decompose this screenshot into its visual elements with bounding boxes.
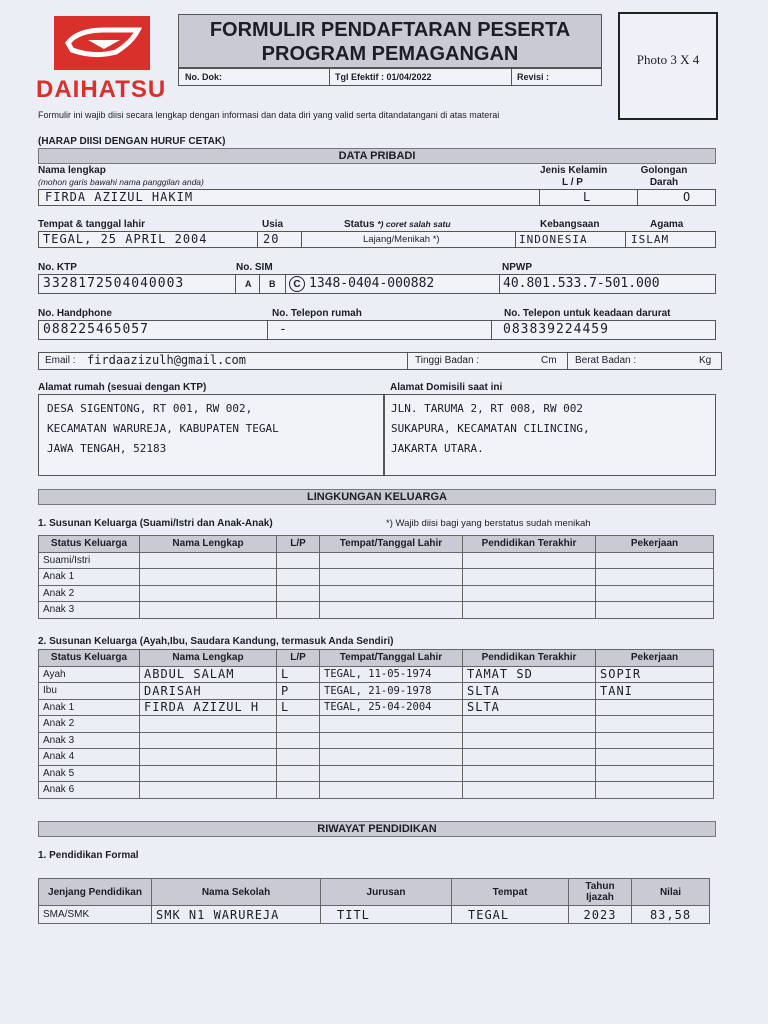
kebangsaan-label: Kebangsaan [540,219,600,230]
table-row[interactable] [39,765,714,782]
col-header: Pendidikan Terakhir [463,650,596,667]
form-title-line1: FORMULIR PENDAFTARAN PESERTA [209,19,571,41]
sim-c-circled: C [289,276,305,292]
table-row[interactable] [39,782,714,799]
table-cell[interactable] [140,765,277,782]
section-data-pribadi: DATA PRIBADI [38,148,716,164]
email-row[interactable] [38,352,722,370]
pendidikan-s1-title: 1. Pendidikan Formal [38,850,139,861]
domisili-line: JLN. TARUMA 2, RT 008, RW 002 [391,402,584,415]
table-cell[interactable] [140,552,277,569]
table-cell[interactable]: L [277,666,320,683]
table-cell[interactable] [320,782,463,799]
usia-label: Usia [262,219,284,230]
table-row[interactable] [39,906,710,924]
table-row[interactable] [39,666,714,683]
table-cell[interactable]: P [277,683,320,700]
daihatsu-logo [54,16,150,70]
phone-row[interactable] [38,320,716,340]
telp-rumah-value: - [279,322,288,337]
table-cell[interactable] [140,602,277,619]
col-header: Nama Lengkap [140,650,277,667]
status-cell: Anak 6 [39,782,140,799]
table-cell[interactable] [140,782,277,799]
table-cell[interactable] [463,732,596,749]
table-row[interactable] [39,569,714,586]
table-cell[interactable] [463,569,596,586]
table-cell[interactable]: DARISAH [140,683,277,700]
table-cell[interactable] [320,569,463,586]
nama-field[interactable] [38,189,716,206]
golongan-darah-value: O [683,190,692,204]
status-cell: Suami/Istri [39,552,140,569]
table-cell[interactable] [140,585,277,602]
table-cell[interactable]: SOPIR [596,666,714,683]
table-cell[interactable] [140,569,277,586]
table-row[interactable] [39,552,714,569]
table-cell[interactable]: TANI [596,683,714,700]
table-cell[interactable]: FIRDA AZIZUL H [140,699,277,716]
table-cell[interactable]: SMK N1 WARUREJA [152,906,321,924]
table-row[interactable] [39,732,714,749]
table-cell[interactable]: L [277,699,320,716]
table-cell[interactable] [463,716,596,733]
table-cell[interactable] [596,782,714,799]
alamat-label: Alamat rumah (sesuai dengan KTP) [38,382,207,393]
ttl-row[interactable] [38,231,716,248]
col-header: Tempat/Tanggal Lahir [320,536,463,553]
alamat-line: DESA SIGENTONG, RT 001, RW 002, [47,402,253,415]
status-cell: Anak 4 [39,749,140,766]
table-row[interactable] [39,585,714,602]
table-cell[interactable]: SLTA [463,699,596,716]
table-cell[interactable]: TEGAL, 21-09-1978 [320,683,463,700]
table-cell[interactable] [140,716,277,733]
table-cell[interactable] [596,732,714,749]
table-cell[interactable] [596,585,714,602]
berat-unit: Kg [699,355,712,366]
status-cell: Anak 2 [39,716,140,733]
status-cell: Ibu [39,683,140,700]
col-header: Status Keluarga [39,536,140,553]
table-row[interactable] [39,699,714,716]
agama-value: ISLAM [631,233,670,246]
status-note: *) coret salah satu [377,219,451,229]
nama-hint: (mohon garis bawahi nama panggilan anda) [38,177,204,187]
table-cell[interactable] [463,782,596,799]
berat-label: Berat Badan : [575,355,637,366]
table-cell[interactable] [596,716,714,733]
npwp-label: NPWP [502,262,532,273]
domisili-label: Alamat Domisili saat ini [390,382,503,393]
col-header: Tahun Ijazah [569,879,632,906]
alamat-line: JAWA TENGAH, 52183 [47,442,167,455]
col-header: L/P [277,650,320,667]
domisili-box[interactable] [384,394,716,476]
col-header: Jenjang Pendidikan [39,879,152,906]
telp-darurat-value: 083839224459 [503,322,609,337]
table-cell[interactable] [463,749,596,766]
email-value: firdaazizulh@gmail.com [87,353,246,367]
status-value: Lajang/Menikah *) [363,234,440,245]
form-title-line2: PROGRAM PEMAGANGAN [261,43,519,65]
table-cell[interactable]: TAMAT SD [463,666,596,683]
brand-name: DAIHATSU [36,76,167,103]
jenis-kelamin-value: L [583,190,592,204]
tinggi-unit: Cm [541,355,557,366]
agama-label: Agama [650,219,684,230]
keluarga-s1-title: 1. Susunan Keluarga (Suami/Istri dan Anak-Anak) [38,518,273,529]
keluarga-table-2 [38,649,714,799]
keluarga-s1-note: *) Wajib diisi bagi yang berstatus sudah menikah [386,518,591,529]
instruction: (HARAP DIISI DENGAN HURUF CETAK) [38,136,226,147]
section-riwayat-pendidikan: RIWAYAT PENDIDIKAN [38,821,716,837]
pendidikan-table [38,878,710,924]
email-label: Email : [45,355,76,366]
table-cell[interactable] [277,765,320,782]
ktp-row[interactable] [38,274,716,294]
table-cell[interactable]: TEGAL, 25-04-2004 [320,699,463,716]
table-cell[interactable] [277,782,320,799]
sim-label: No. SIM [236,262,273,273]
nama-value: FIRDA AZIZUL HAKIM [45,190,194,204]
table-cell[interactable] [277,569,320,586]
table-cell[interactable] [596,699,714,716]
status-cell: Anak 5 [39,765,140,782]
jenis-kelamin-options: L / P [562,177,583,188]
table-cell[interactable] [277,716,320,733]
table-cell[interactable] [277,749,320,766]
nama-label: Nama lengkap [38,165,106,176]
status-cell: Anak 1 [39,699,140,716]
table-cell[interactable]: 83,58 [632,906,710,924]
table-cell[interactable] [320,552,463,569]
table-row[interactable] [39,683,714,700]
status-label: Status *) coret salah satu [344,219,451,230]
col-header: Status Keluarga [39,650,140,667]
table-cell[interactable] [277,602,320,619]
telp-rumah-label: No. Telepon rumah [272,308,362,319]
status-cell: Anak 1 [39,569,140,586]
tinggi-label: Tinggi Badan : [415,355,480,366]
table-cell[interactable] [463,602,596,619]
table-cell[interactable] [320,749,463,766]
table-cell[interactable] [140,732,277,749]
daihatsu-emblem-icon [54,16,150,70]
table-cell[interactable] [463,585,596,602]
col-header: Jurusan [321,879,452,906]
table-cell[interactable] [277,585,320,602]
telp-darurat-label: No. Telepon untuk keadaan darurat [504,308,671,319]
status-cell: Anak 3 [39,602,140,619]
keluarga-s2-title: 2. Susunan Keluarga (Ayah,Ibu, Saudara Kandung, termasuk Anda Sendiri) [38,636,394,647]
sim-a: A [245,279,252,289]
ktp-value: 3328172504040003 [43,276,185,291]
alamat-box[interactable] [38,394,384,476]
jenjang-cell: SMA/SMK [39,906,152,924]
table-cell[interactable] [596,765,714,782]
table-cell[interactable]: ABDUL SALAM [140,666,277,683]
col-header: Pendidikan Terakhir [463,536,596,553]
photo-label: Photo 3 X 4 [636,52,700,67]
table-cell[interactable] [596,602,714,619]
title-box [178,14,602,68]
table-cell[interactable]: SLTA [463,683,596,700]
domisili-line: JAKARTA UTARA. [391,442,484,455]
col-header: L/P [277,536,320,553]
table-cell[interactable]: TEGAL [452,906,569,924]
col-header: Nama Sekolah [152,879,321,906]
npwp-value: 40.801.533.7-501.000 [503,276,660,291]
sim-value: 1348-0404-000882 [309,276,435,291]
table-cell[interactable] [277,552,320,569]
table-row[interactable] [39,716,714,733]
doc-meta-row [178,68,602,86]
table-cell[interactable] [596,552,714,569]
hp-value: 088225465057 [43,322,149,337]
table-cell[interactable] [320,585,463,602]
table-cell[interactable]: TITL [321,906,452,924]
usia-value: 20 [263,232,280,246]
status-cell: Anak 3 [39,732,140,749]
ttl-value: TEGAL, 25 APRIL 2004 [43,232,208,246]
table-cell[interactable] [320,732,463,749]
hp-label: No. Handphone [38,308,112,319]
kebangsaan-value: INDONESIA [519,233,588,246]
keluarga-table-1 [38,535,714,619]
table-cell[interactable] [277,732,320,749]
table-cell[interactable] [320,716,463,733]
col-header: Pekerjaan [596,536,714,553]
sim-b: B [269,279,276,289]
ttl-label: Tempat & tanggal lahir [38,219,146,230]
revisi: Revisi : [517,72,550,82]
table-cell[interactable] [320,765,463,782]
status-cell: Ayah [39,666,140,683]
table-cell[interactable] [320,602,463,619]
col-header: Nama Lengkap [140,536,277,553]
col-header: Pekerjaan [596,650,714,667]
golongan-darah-label: Golongan Darah [640,165,688,188]
col-header: Tempat [452,879,569,906]
table-cell[interactable] [140,749,277,766]
section-lingkungan-keluarga: LINGKUNGAN KELUARGA [38,489,716,505]
table-cell[interactable] [463,552,596,569]
ktp-label: No. KTP [38,262,77,273]
table-cell[interactable] [596,569,714,586]
table-cell[interactable] [463,765,596,782]
intro-text: Formulir ini wajib diisi secara lengkap dengan informasi dan data diri yang valid serta ditandatangani di atas materai [38,110,500,120]
table-row[interactable] [39,602,714,619]
table-cell[interactable] [596,749,714,766]
photo-box [618,12,718,120]
col-header: Nilai [632,879,710,906]
table-cell[interactable]: TEGAL, 11-05-1974 [320,666,463,683]
table-cell[interactable]: 2023 [569,906,632,924]
jenis-kelamin-label: Jenis Kelamin [540,165,608,176]
status-cell: Anak 2 [39,585,140,602]
alamat-line: KECAMATAN WARUREJA, KABUPATEN TEGAL [47,422,279,435]
col-header: Tempat/Tanggal Lahir [320,650,463,667]
table-row[interactable] [39,749,714,766]
no-dok: No. Dok: [185,72,222,82]
domisili-line: SUKAPURA, KECAMATAN CILINCING, [391,422,590,435]
tgl-efektif: Tgl Efektif : 01/04/2022 [335,72,432,82]
